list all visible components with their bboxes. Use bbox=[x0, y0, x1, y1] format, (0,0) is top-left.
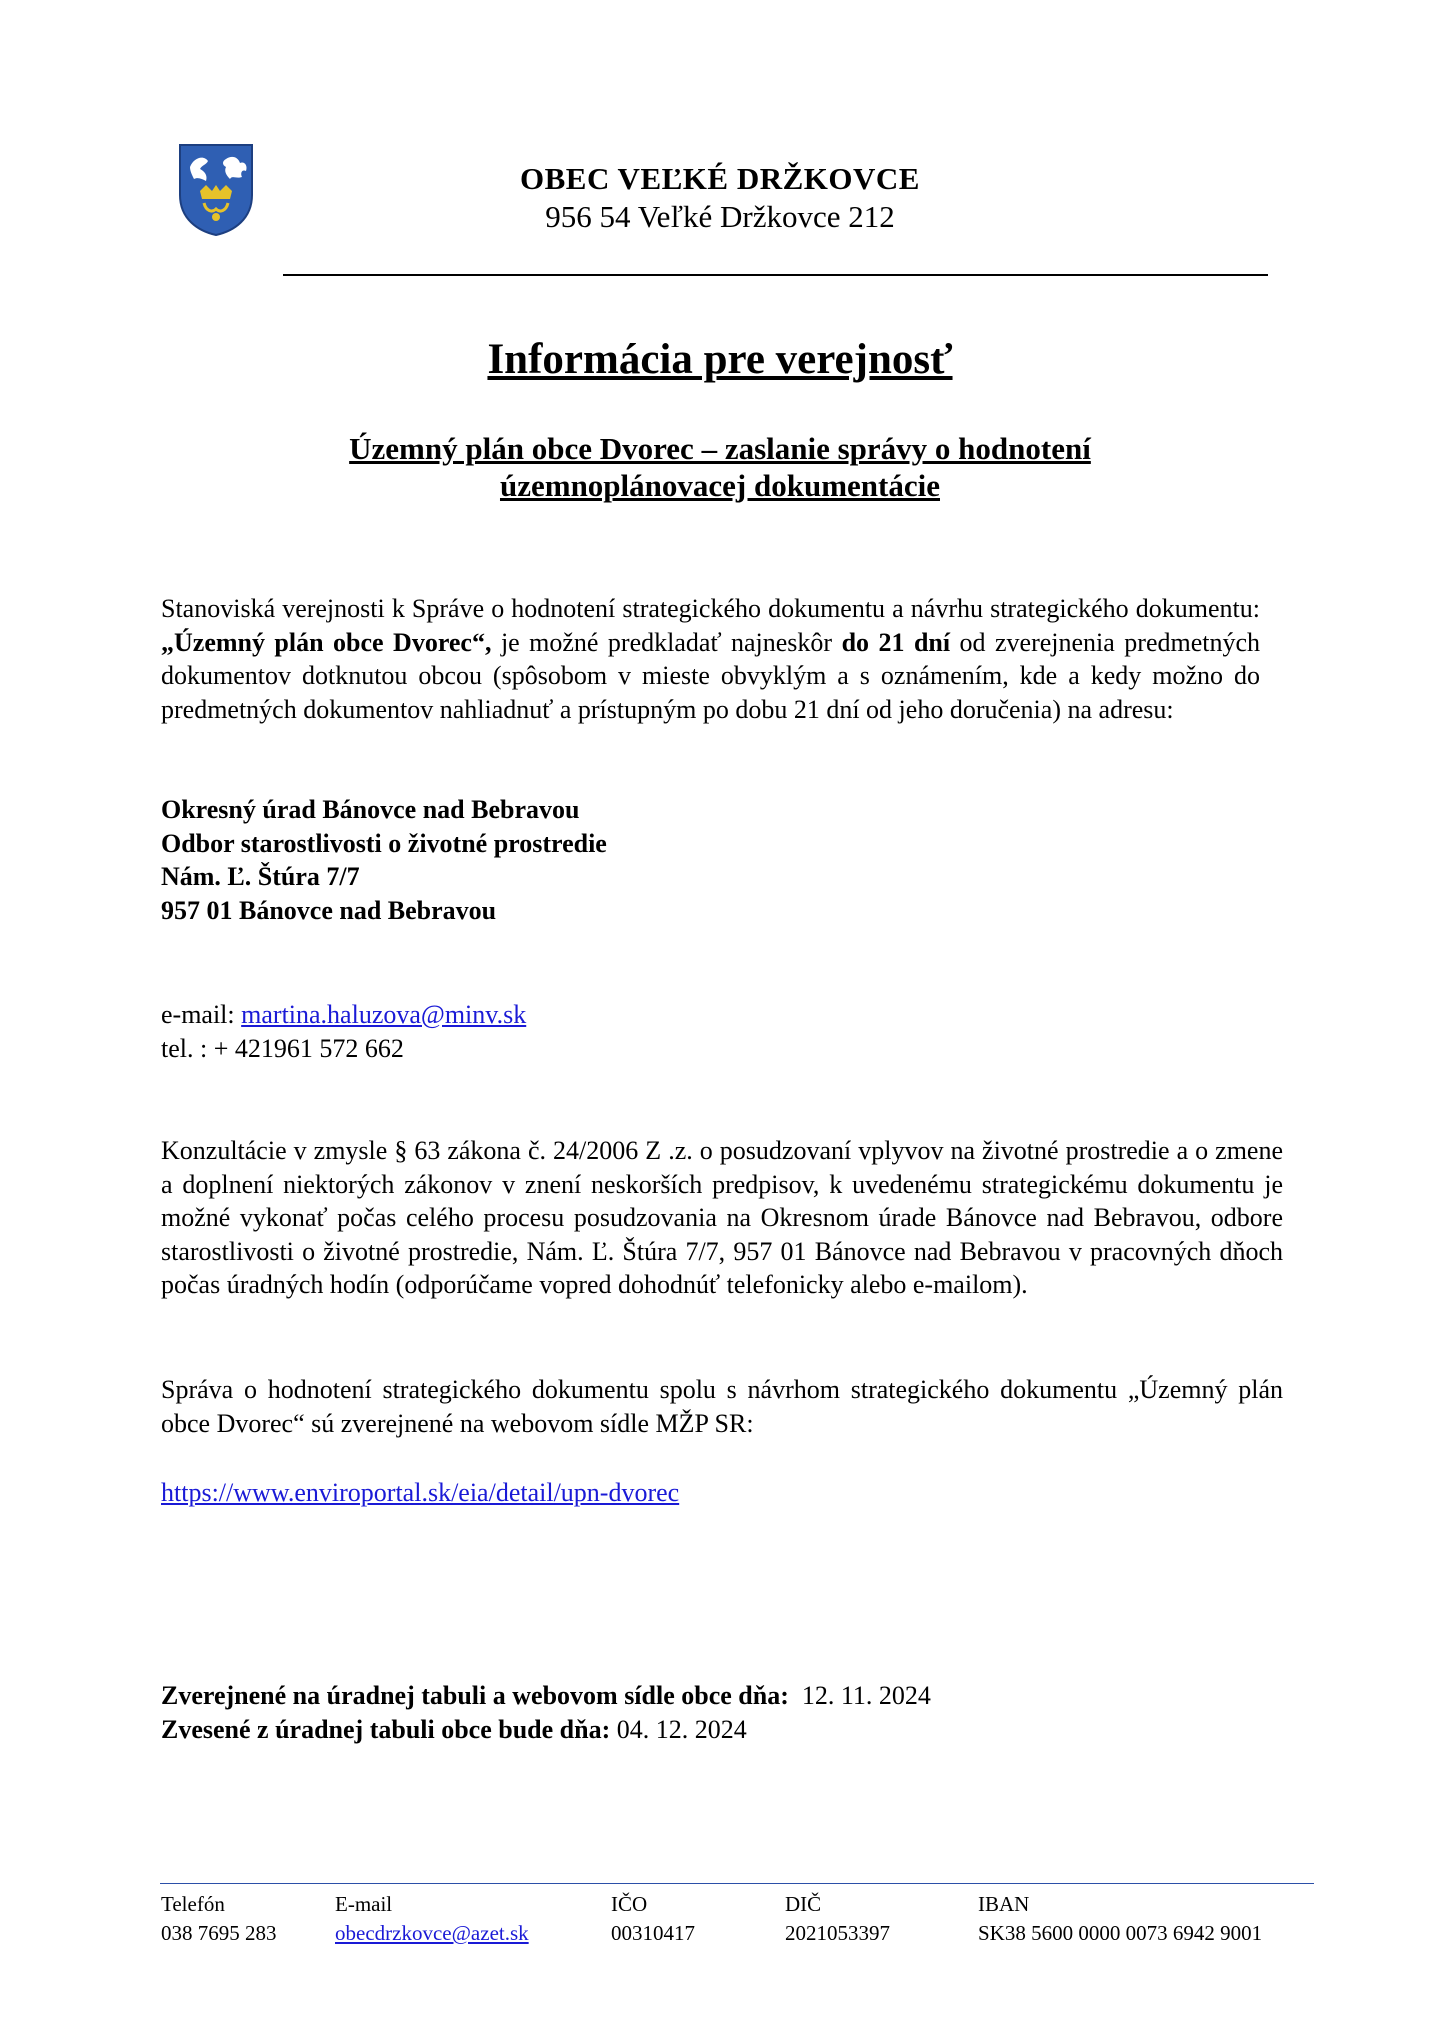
published-date-row bbox=[161, 1679, 1261, 1713]
footer-iban-label: IBAN bbox=[978, 1892, 1030, 1916]
subtitle-line-1: Územný plán obce Dvorec – zaslanie správy o hodnotení bbox=[349, 431, 1091, 466]
footer-phone-label: Telefón bbox=[161, 1892, 225, 1916]
phone-row: tel. : + 421961 572 662 bbox=[161, 1033, 404, 1063]
consultation-paragraph: Konzultácie v zmysle § 63 zákona č. 24/2006 Z .z. o posudzovaní vplyvov na životné prostredie a o zmene a doplnení niektorých zákonov v znení neskorších predpisov, k uvedenému strategickému dokumentu je možné vykonať počas celého procesu posudzovania na Okresnom úrade Bánovce nad Bebravou, odbore starostlivosti o životné prostredie, Nám. Ľ. Štúra 7/7, 957 01 Bánovce nad Bebravou v pracovných dňoch počas úradných hodín (odporúčame vopred dohodnúť telefonicky alebo e-mailom). bbox=[161, 1136, 1283, 1299]
deadline-bold: do 21 dní bbox=[841, 627, 951, 657]
footer-divider bbox=[160, 1883, 1314, 1884]
footer-email-link[interactable]: obecdrzkovce@azet.sk bbox=[335, 1921, 529, 1945]
posting-dates bbox=[161, 1679, 1261, 1746]
intro-text-1: Stanoviská verejnosti k Správe o hodnotení strategického dokumentu a návrhu strategického dokumentu: bbox=[161, 594, 1260, 623]
footer-phone-value: 038 7695 283 bbox=[161, 1921, 277, 1945]
footer-dic bbox=[785, 1890, 890, 1948]
coat-of-arms-icon bbox=[176, 141, 256, 237]
intro-paragraph bbox=[161, 592, 1260, 726]
footer-dic-value: 2021053397 bbox=[785, 1921, 890, 1945]
removed-value: 04. 12. 2024 bbox=[610, 1714, 747, 1744]
address-line: Odbor starostlivosti o životné prostredie bbox=[161, 828, 607, 858]
report-paragraph: Správa o hodnotení strategického dokumentu spolu s návrhom strategického dokumentu „Územný plán obce Dvorec“ sú zverejnené na webovom sídle MŽP SR: bbox=[161, 1375, 1283, 1438]
enviroportal-url-row bbox=[161, 1476, 679, 1510]
footer-ico-label: IČO bbox=[611, 1892, 648, 1916]
contact-block bbox=[161, 998, 1061, 1065]
organization-name: OBEC VEĽKÉ DRŽKOVCE bbox=[520, 161, 920, 196]
email-link[interactable]: martina.haluzova@minv.sk bbox=[241, 1000, 527, 1029]
intro-text-3: od zverejnenia predmetných dokumentov dotknutou obcou (spôsobom v mieste obvyklým a s oznámením, kde a kedy možno do predmetných dokumentov nahliadnuť a prístupným po dobu 21 dní od jeho doručenia) na adresu: bbox=[161, 627, 1261, 724]
enviroportal-link[interactable]: https://www.enviroportal.sk/eia/detail/upn-dvorec bbox=[161, 1478, 680, 1507]
footer-dic-label: DIČ bbox=[785, 1892, 822, 1916]
header-divider bbox=[283, 274, 1268, 276]
subtitle-line-2: územnoplánovacej dokumentácie bbox=[499, 468, 940, 503]
organization-address: 956 54 Veľké Držkovce 212 bbox=[545, 199, 895, 234]
published-value: 12. 11. 2024 bbox=[788, 1681, 931, 1710]
footer-ico-value: 00310417 bbox=[611, 1921, 695, 1945]
footer-iban-value: SK38 5600 0000 0073 6942 9001 bbox=[978, 1921, 1263, 1945]
footer-email-label: E-mail bbox=[335, 1892, 393, 1916]
office-address bbox=[161, 793, 1061, 927]
footer-ico bbox=[611, 1890, 695, 1948]
page-title: Informácia pre verejnosť bbox=[487, 336, 953, 383]
document-name-bold: „Územný plán obce Dvorec“, bbox=[161, 627, 492, 657]
address-line: Okresný úrad Bánovce nad Bebravou bbox=[161, 795, 580, 824]
address-line: Nám. Ľ. Štúra 7/7 bbox=[161, 862, 360, 891]
address-line: 957 01 Bánovce nad Bebravou bbox=[161, 895, 497, 925]
intro-text-2: je možné predkladať najneskôr bbox=[491, 627, 842, 657]
email-label: e-mail: bbox=[161, 1000, 242, 1029]
removed-date-row bbox=[161, 1713, 1261, 1747]
email-row bbox=[161, 998, 1061, 1032]
footer-phone bbox=[161, 1890, 277, 1948]
footer-iban bbox=[978, 1890, 1262, 1948]
footer-email bbox=[335, 1890, 529, 1948]
removed-label: Zvesené z úradnej tabuli obce bude dňa: bbox=[161, 1714, 611, 1744]
published-label: Zverejnené na úradnej tabuli a webovom sídle obce dňa: bbox=[161, 1681, 789, 1710]
document-subtitle bbox=[240, 430, 1200, 504]
